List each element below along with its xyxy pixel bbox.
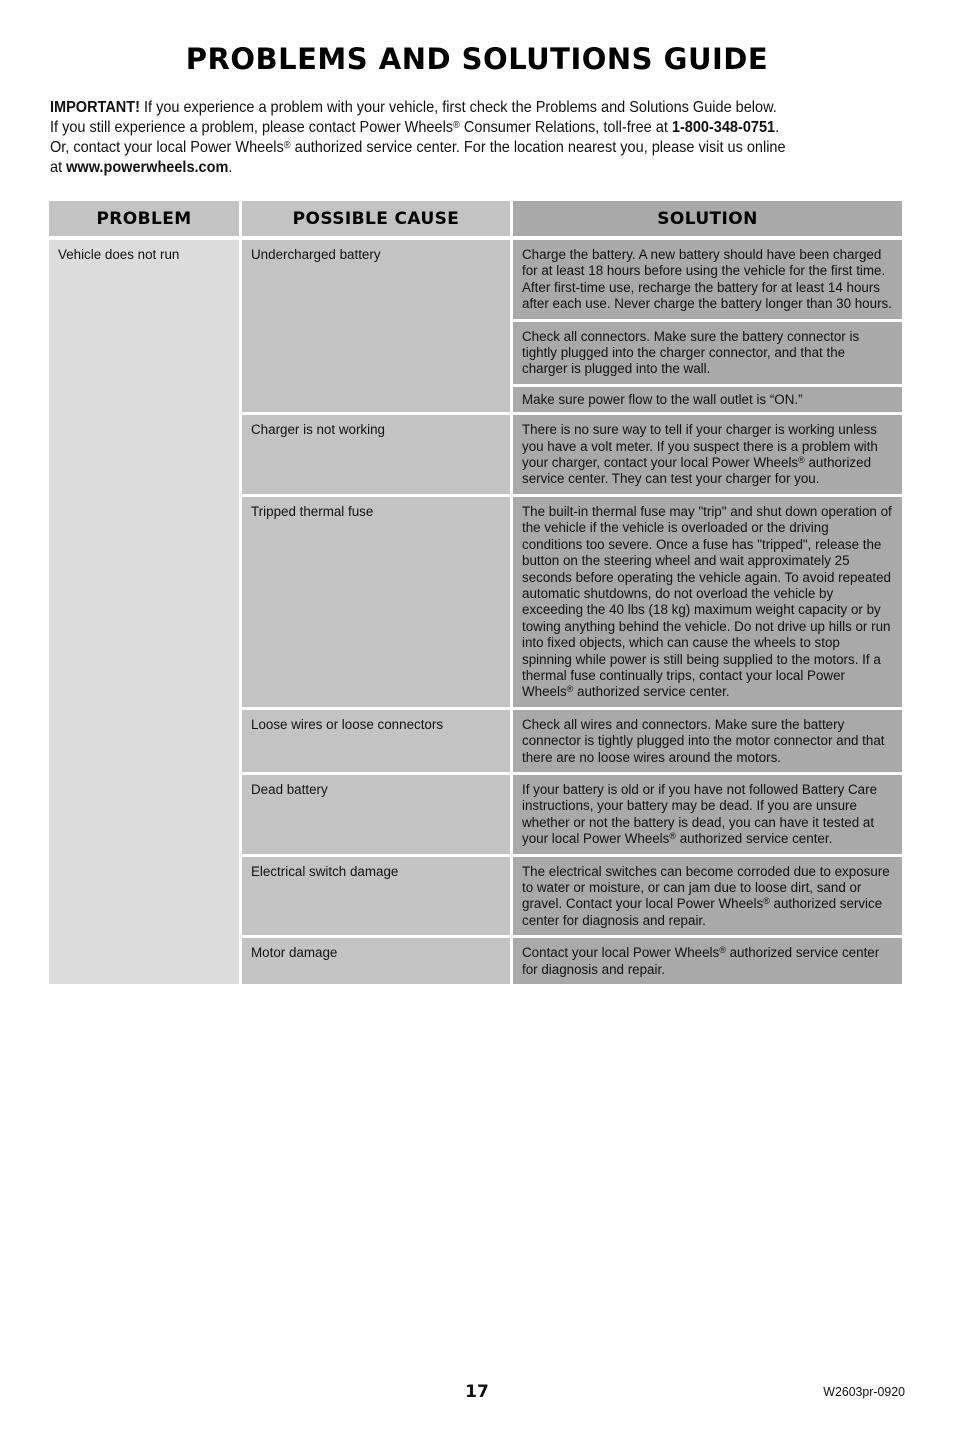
cause-cell: Motor damage bbox=[242, 938, 513, 984]
registered-mark: ® bbox=[669, 831, 676, 842]
cause-cell: Tripped thermal fuse bbox=[242, 497, 513, 710]
page-number: 17 bbox=[465, 1382, 489, 1402]
solution-cell: Contact your local Power Wheels® authorized service center for diagnosis and repair. bbox=[513, 938, 902, 984]
solution-cell: There is no sure way to tell if your charger is working unless you have a volt meter. If you suspect there is a problem with your charger, contact your local Power Wheels® authorized service center. They can test your charger for you. bbox=[513, 415, 902, 497]
intro-paragraph bbox=[50, 98, 850, 178]
registered-mark: ® bbox=[566, 684, 574, 695]
website-link[interactable]: www.powerwheels.com bbox=[66, 159, 229, 176]
page-title: PROBLEMS AND SOLUTIONS GUIDE bbox=[185, 42, 769, 76]
solution-cell: Check all connectors. Make sure the battery connector is tightly plugged into the charger connector, and that the charger is plugged into the wall. bbox=[513, 322, 902, 387]
table-header-row bbox=[49, 201, 902, 240]
header-problem: PROBLEM bbox=[49, 201, 242, 240]
intro-line-2: If you still experience a problem, please contact Power Wheels® Consumer Relations, toll-free at 1-800-348-0751. bbox=[50, 119, 780, 136]
registered-mark: ® bbox=[798, 455, 805, 466]
intro-line-1: IMPORTANT! If you experience a problem with your vehicle, first check the Problems and Solutions Guide below. bbox=[50, 99, 777, 116]
intro-line-3: Or, contact your local Power Wheels® authorized service center. For the location nearest you, please visit us online bbox=[50, 139, 786, 156]
phone-number[interactable]: 1-800-348-0751 bbox=[671, 119, 776, 136]
registered-mark: ® bbox=[453, 120, 460, 131]
registered-mark: ® bbox=[763, 896, 770, 907]
table-row bbox=[49, 240, 902, 322]
registered-mark: ® bbox=[283, 140, 291, 151]
header-solution: SOLUTION bbox=[513, 201, 902, 240]
problem-cell: Vehicle does not run bbox=[49, 240, 242, 984]
cause-cell: Dead battery bbox=[242, 775, 513, 857]
important-label: IMPORTANT! bbox=[50, 99, 140, 116]
cause-cell: Electrical switch damage bbox=[242, 857, 513, 939]
solution-cell: The electrical switches can become corroded due to exposure to water or moisture, or can jam due to loose dirt, sand or gravel. Contact your local Power Wheels® authorized service center for diagnosis and repair. bbox=[513, 857, 902, 939]
document-code: W2603pr-0920 bbox=[823, 1384, 905, 1399]
header-possible-cause: POSSIBLE CAUSE bbox=[242, 201, 513, 240]
solution-cell: Check all wires and connectors. Make sure the battery connector is tightly plugged into the motor connector and that there are no loose wires around the motors. bbox=[513, 710, 902, 775]
problems-solutions-table bbox=[49, 201, 902, 984]
registered-mark: ® bbox=[719, 945, 726, 956]
solution-cell: If your battery is old or if you have not followed Battery Care instructions, your battery may be dead. If you are unsure whether or not the battery is dead, you can have it tested at your local Power Wheels® authorized service center. bbox=[513, 775, 902, 857]
cause-cell: Loose wires or loose connectors bbox=[242, 710, 513, 775]
cause-cell: Charger is not working bbox=[242, 415, 513, 497]
cause-cell: Undercharged battery bbox=[242, 240, 513, 415]
solution-cell: Make sure power flow to the wall outlet is “ON.” bbox=[513, 387, 902, 415]
intro-line-4: at www.powerwheels.com. bbox=[50, 159, 233, 176]
solution-cell: The built-in thermal fuse may "trip" and shut down operation of the vehicle if the vehicle is overloaded or the driving conditions too severe. Once a fuse has "tripped", release the button on the steering wheel and wait approximately 25 seconds before operating the vehicle again. To avoid repeated automatic shutdowns, do not overload the vehicle by exceeding the 40 lbs (18 kg) maximum weight capacity or by towing anything behind the vehicle. Do not drive up hills or run into fixed objects, which can cause the wheels to stop spinning while power is still being supplied to the motors. If a thermal fuse continually trips, contact your local Power Wheels® authorized service center. bbox=[513, 497, 902, 710]
solution-cell: Charge the battery. A new battery should have been charged for at least 18 hours before using the vehicle for the first time. After first-time use, recharge the battery for at least 14 hours after each use. Never charge the battery longer than 30 hours. bbox=[513, 240, 902, 322]
